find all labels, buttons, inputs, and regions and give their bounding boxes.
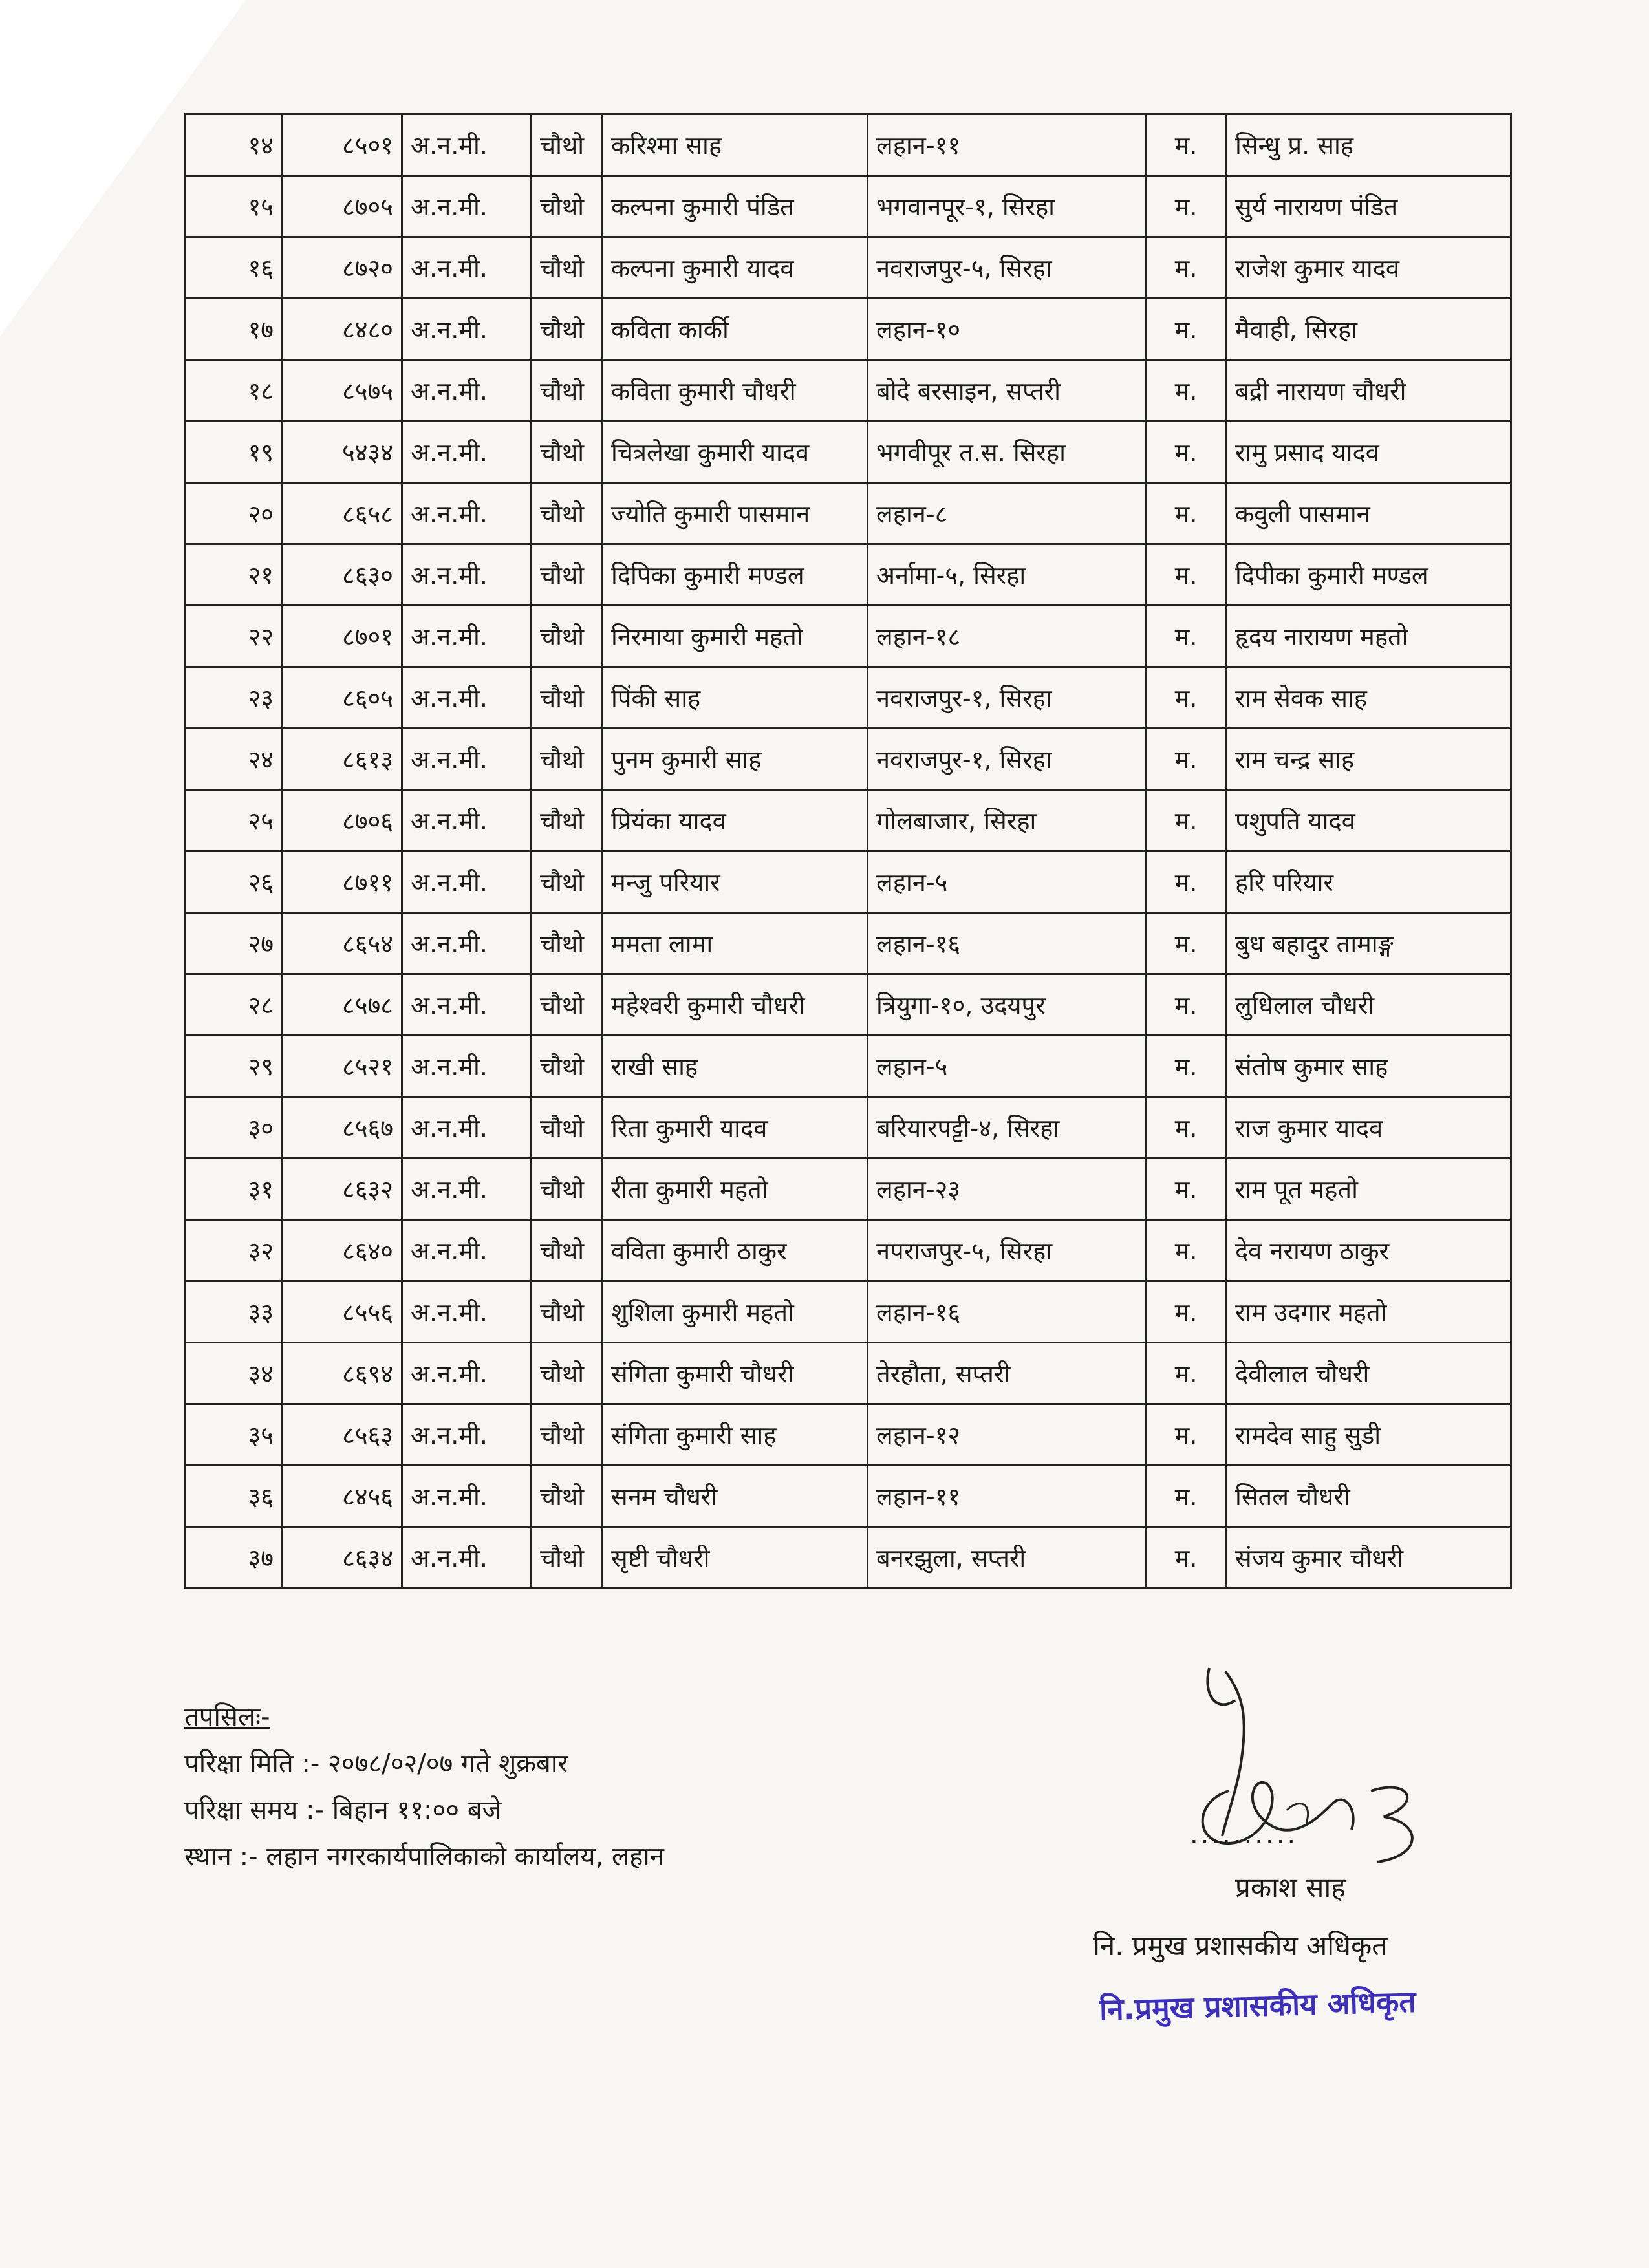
candidate-address: बरियारपट्टी-४, सिरहा bbox=[868, 1097, 1146, 1159]
official-stamp: नि.प्रमुख प्रशासकीय अधिकृत bbox=[1099, 1984, 1417, 2027]
serial-number: २८ bbox=[186, 974, 283, 1036]
table-row bbox=[186, 1404, 1511, 1466]
table-row bbox=[186, 1343, 1511, 1404]
candidate-name: वविता कुमारी ठाकुर bbox=[603, 1220, 868, 1281]
course-level: अ.न.मी. bbox=[402, 1097, 532, 1159]
course-level: अ.न.मी. bbox=[402, 1466, 532, 1527]
candidate-name: ममता लामा bbox=[603, 913, 868, 974]
guardian-name: राज कुमार यादव bbox=[1227, 1097, 1511, 1159]
exam-time: परिक्षा समय :- बिहान ११:०० बजे bbox=[184, 1795, 502, 1825]
course-level: अ.न.मी. bbox=[402, 606, 532, 667]
table-row bbox=[186, 1036, 1511, 1097]
gender-mark: म. bbox=[1146, 1404, 1227, 1466]
serial-number: ३४ bbox=[186, 1343, 283, 1404]
candidate-name: सनम चौधरी bbox=[603, 1466, 868, 1527]
candidate-name: दिपिका कुमारी मण्डल bbox=[603, 544, 868, 606]
gender-mark: म. bbox=[1146, 729, 1227, 790]
candidate-name: रीता कुमारी महतो bbox=[603, 1159, 868, 1220]
course-level: अ.न.मी. bbox=[402, 544, 532, 606]
roll-number: ८७११ bbox=[283, 851, 402, 913]
table-row bbox=[186, 913, 1511, 974]
table-row bbox=[186, 851, 1511, 913]
roll-number: ८४८० bbox=[283, 299, 402, 360]
gender-mark: म. bbox=[1146, 1097, 1227, 1159]
table-row bbox=[186, 360, 1511, 422]
serial-number: २४ bbox=[186, 729, 283, 790]
guardian-name: देव नरायण ठाकुर bbox=[1227, 1220, 1511, 1281]
roll-number: ८६३४ bbox=[283, 1527, 402, 1589]
roll-number: ८५७८ bbox=[283, 974, 402, 1036]
roll-number: ८५६३ bbox=[283, 1404, 402, 1466]
gender-mark: म. bbox=[1146, 1220, 1227, 1281]
candidate-name: पिंकी साह bbox=[603, 667, 868, 729]
candidate-address: लहान-१० bbox=[868, 299, 1146, 360]
gender-mark: म. bbox=[1146, 913, 1227, 974]
grade-level: चौथो bbox=[532, 1404, 603, 1466]
serial-number: १८ bbox=[186, 360, 283, 422]
grade-level: चौथो bbox=[532, 851, 603, 913]
serial-number: २७ bbox=[186, 913, 283, 974]
serial-number: २० bbox=[186, 483, 283, 544]
exam-date: परिक्षा मिति :- २०७८/०२/०७ गते शुक्रबार bbox=[184, 1749, 568, 1779]
gender-mark: म. bbox=[1146, 176, 1227, 237]
candidate-address: लहान-१८ bbox=[868, 606, 1146, 667]
guardian-name: रामदेव साहु सुडी bbox=[1227, 1404, 1511, 1466]
candidate-address: लहान-२३ bbox=[868, 1159, 1146, 1220]
candidate-table bbox=[184, 113, 1512, 1589]
grade-level: चौथो bbox=[532, 1343, 603, 1404]
grade-level: चौथो bbox=[532, 114, 603, 176]
course-level: अ.न.मी. bbox=[402, 729, 532, 790]
roll-number: ८७०१ bbox=[283, 606, 402, 667]
grade-level: चौथो bbox=[532, 1281, 603, 1343]
gender-mark: म. bbox=[1146, 483, 1227, 544]
guardian-name: दिपीका कुमारी मण्डल bbox=[1227, 544, 1511, 606]
roll-number: ८५५६ bbox=[283, 1281, 402, 1343]
course-level: अ.न.मी. bbox=[402, 851, 532, 913]
signer-designation: नि. प्रमुख प्रशासकीय अधिकृत bbox=[1093, 1930, 1388, 1962]
table-row bbox=[186, 1466, 1511, 1527]
guardian-name: राम पूत महतो bbox=[1227, 1159, 1511, 1220]
roll-number: ८६३० bbox=[283, 544, 402, 606]
grade-level: चौथो bbox=[532, 176, 603, 237]
guardian-name: राम उदगार महतो bbox=[1227, 1281, 1511, 1343]
table-row bbox=[186, 606, 1511, 667]
roll-number: ८७०६ bbox=[283, 790, 402, 851]
candidate-address: लहान-१६ bbox=[868, 913, 1146, 974]
candidate-name: कविता कार्की bbox=[603, 299, 868, 360]
serial-number: २६ bbox=[186, 851, 283, 913]
course-level: अ.न.मी. bbox=[402, 1527, 532, 1589]
table-row bbox=[186, 299, 1511, 360]
grade-level: चौथो bbox=[532, 1466, 603, 1527]
gender-mark: म. bbox=[1146, 1466, 1227, 1527]
candidate-name: प्रियंका यादव bbox=[603, 790, 868, 851]
serial-number: २३ bbox=[186, 667, 283, 729]
grade-level: चौथो bbox=[532, 1097, 603, 1159]
course-level: अ.न.मी. bbox=[402, 114, 532, 176]
table-row bbox=[186, 729, 1511, 790]
serial-number: ३६ bbox=[186, 1466, 283, 1527]
roll-number: ८६९४ bbox=[283, 1343, 402, 1404]
serial-number: ३० bbox=[186, 1097, 283, 1159]
table-row bbox=[186, 1281, 1511, 1343]
serial-number: १७ bbox=[186, 299, 283, 360]
candidate-address: बोदे बरसाइन, सप्तरी bbox=[868, 360, 1146, 422]
grade-level: चौथो bbox=[532, 1036, 603, 1097]
grade-level: चौथो bbox=[532, 1220, 603, 1281]
course-level: अ.न.मी. bbox=[402, 1159, 532, 1220]
candidate-address: नपराजपुर-५, सिरहा bbox=[868, 1220, 1146, 1281]
serial-number: ३१ bbox=[186, 1159, 283, 1220]
candidate-name: पुनम कुमारी साह bbox=[603, 729, 868, 790]
grade-level: चौथो bbox=[532, 606, 603, 667]
guardian-name: लुधिलाल चौधरी bbox=[1227, 974, 1511, 1036]
candidate-address: लहान-११ bbox=[868, 114, 1146, 176]
candidate-name: कल्पना कुमारी पंडित bbox=[603, 176, 868, 237]
grade-level: चौथो bbox=[532, 544, 603, 606]
candidate-name: चित्रलेखा कुमारी यादव bbox=[603, 422, 868, 483]
grade-level: चौथो bbox=[532, 667, 603, 729]
guardian-name: सुर्य नारायण पंडित bbox=[1227, 176, 1511, 237]
course-level: अ.न.मी. bbox=[402, 237, 532, 299]
guardian-name: बद्री नारायण चौधरी bbox=[1227, 360, 1511, 422]
guardian-name: हरि परियार bbox=[1227, 851, 1511, 913]
roll-number: ८७०५ bbox=[283, 176, 402, 237]
table-row bbox=[186, 790, 1511, 851]
candidate-address: लहान-८ bbox=[868, 483, 1146, 544]
guardian-name: बुध बहादुर तामाङ्ग bbox=[1227, 913, 1511, 974]
course-level: अ.न.मी. bbox=[402, 1404, 532, 1466]
details-heading: तपसिलः- bbox=[184, 1702, 270, 1732]
candidate-address: बनरझुला, सप्तरी bbox=[868, 1527, 1146, 1589]
gender-mark: म. bbox=[1146, 360, 1227, 422]
gender-mark: म. bbox=[1146, 544, 1227, 606]
serial-number: २५ bbox=[186, 790, 283, 851]
grade-level: चौथो bbox=[532, 913, 603, 974]
signer-name: प्रकाश साह bbox=[1235, 1872, 1346, 1903]
roll-number: ८६०५ bbox=[283, 667, 402, 729]
guardian-name: हृदय नारायण महतो bbox=[1227, 606, 1511, 667]
roll-number: ८५२१ bbox=[283, 1036, 402, 1097]
roll-number: ८६३२ bbox=[283, 1159, 402, 1220]
course-level: अ.न.मी. bbox=[402, 974, 532, 1036]
candidate-name: सृष्टी चौधरी bbox=[603, 1527, 868, 1589]
course-level: अ.न.मी. bbox=[402, 299, 532, 360]
candidate-name: शुशिला कुमारी महतो bbox=[603, 1281, 868, 1343]
roll-number: ८७२० bbox=[283, 237, 402, 299]
gender-mark: म. bbox=[1146, 1159, 1227, 1220]
table-row bbox=[186, 483, 1511, 544]
grade-level: चौथो bbox=[532, 422, 603, 483]
course-level: अ.न.मी. bbox=[402, 667, 532, 729]
grade-level: चौथो bbox=[532, 790, 603, 851]
table-row bbox=[186, 974, 1511, 1036]
grade-level: चौथो bbox=[532, 299, 603, 360]
roll-number: ८५७५ bbox=[283, 360, 402, 422]
candidate-name: संगिता कुमारी चौधरी bbox=[603, 1343, 868, 1404]
course-level: अ.न.मी. bbox=[402, 360, 532, 422]
gender-mark: म. bbox=[1146, 606, 1227, 667]
gender-mark: म. bbox=[1146, 667, 1227, 729]
guardian-name: संजय कुमार चौधरी bbox=[1227, 1527, 1511, 1589]
candidate-address: त्रियुगा-१०, उदयपुर bbox=[868, 974, 1146, 1036]
serial-number: ३३ bbox=[186, 1281, 283, 1343]
candidate-name: कविता कुमारी चौधरी bbox=[603, 360, 868, 422]
candidate-address: नवराजपुर-१, सिरहा bbox=[868, 729, 1146, 790]
gender-mark: म. bbox=[1146, 790, 1227, 851]
serial-number: १४ bbox=[186, 114, 283, 176]
candidate-name: रिता कुमारी यादव bbox=[603, 1097, 868, 1159]
guardian-name: कवुली पासमान bbox=[1227, 483, 1511, 544]
gender-mark: म. bbox=[1146, 1343, 1227, 1404]
guardian-name: पशुपति यादव bbox=[1227, 790, 1511, 851]
course-level: अ.न.मी. bbox=[402, 1281, 532, 1343]
guardian-name: देवीलाल चौधरी bbox=[1227, 1343, 1511, 1404]
candidate-address: गोलबाजार, सिरहा bbox=[868, 790, 1146, 851]
grade-level: चौथो bbox=[532, 237, 603, 299]
serial-number: १९ bbox=[186, 422, 283, 483]
roll-number: ८५०१ bbox=[283, 114, 402, 176]
grade-level: चौथो bbox=[532, 360, 603, 422]
serial-number: २९ bbox=[186, 1036, 283, 1097]
gender-mark: म. bbox=[1146, 1281, 1227, 1343]
table-row bbox=[186, 422, 1511, 483]
gender-mark: म. bbox=[1146, 237, 1227, 299]
roll-number: ८५६७ bbox=[283, 1097, 402, 1159]
signature-line: .......... bbox=[1190, 1820, 1299, 1850]
grade-level: चौथो bbox=[532, 1159, 603, 1220]
candidate-address: लहान-५ bbox=[868, 851, 1146, 913]
guardian-name: सितल चौधरी bbox=[1227, 1466, 1511, 1527]
candidate-address: नवराजपुर-१, सिरहा bbox=[868, 667, 1146, 729]
gender-mark: म. bbox=[1146, 851, 1227, 913]
guardian-name: मैवाही, सिरहा bbox=[1227, 299, 1511, 360]
exam-venue: स्थान :- लहान नगरकार्यपालिकाको कार्यालय, लहान bbox=[184, 1842, 664, 1872]
gender-mark: म. bbox=[1146, 974, 1227, 1036]
course-level: अ.न.मी. bbox=[402, 913, 532, 974]
course-level: अ.न.मी. bbox=[402, 1220, 532, 1281]
course-level: अ.न.मी. bbox=[402, 176, 532, 237]
serial-number: ३५ bbox=[186, 1404, 283, 1466]
gender-mark: म. bbox=[1146, 299, 1227, 360]
signature-block bbox=[1073, 1655, 1526, 2043]
exam-details bbox=[184, 1694, 664, 1880]
candidate-address: लहान-१२ bbox=[868, 1404, 1146, 1466]
gender-mark: म. bbox=[1146, 1527, 1227, 1589]
candidate-name: महेश्वरी कुमारी चौधरी bbox=[603, 974, 868, 1036]
roll-number: ८६४० bbox=[283, 1220, 402, 1281]
candidate-name: ज्योति कुमारी पासमान bbox=[603, 483, 868, 544]
candidate-address: लहान-१६ bbox=[868, 1281, 1146, 1343]
roll-number: ८६५८ bbox=[283, 483, 402, 544]
grade-level: चौथो bbox=[532, 974, 603, 1036]
serial-number: १५ bbox=[186, 176, 283, 237]
table-row bbox=[186, 176, 1511, 237]
serial-number: २१ bbox=[186, 544, 283, 606]
guardian-name: राजेश कुमार यादव bbox=[1227, 237, 1511, 299]
course-level: अ.न.मी. bbox=[402, 1343, 532, 1404]
table-row bbox=[186, 1527, 1511, 1589]
guardian-name: संतोष कुमार साह bbox=[1227, 1036, 1511, 1097]
table-row bbox=[186, 237, 1511, 299]
gender-mark: म. bbox=[1146, 1036, 1227, 1097]
course-level: अ.न.मी. bbox=[402, 483, 532, 544]
serial-number: ३२ bbox=[186, 1220, 283, 1281]
candidate-name: मन्जु परियार bbox=[603, 851, 868, 913]
candidate-address: लहान-५ bbox=[868, 1036, 1146, 1097]
candidate-name: कल्पना कुमारी यादव bbox=[603, 237, 868, 299]
roll-number: ८६१३ bbox=[283, 729, 402, 790]
serial-number: ३७ bbox=[186, 1527, 283, 1589]
table-row bbox=[186, 1159, 1511, 1220]
candidate-name: संगिता कुमारी साह bbox=[603, 1404, 868, 1466]
candidate-name: निरमाया कुमारी महतो bbox=[603, 606, 868, 667]
guardian-name: राम चन्द्र साह bbox=[1227, 729, 1511, 790]
course-level: अ.न.मी. bbox=[402, 1036, 532, 1097]
guardian-name: सिन्धु प्र. साह bbox=[1227, 114, 1511, 176]
serial-number: १६ bbox=[186, 237, 283, 299]
course-level: अ.न.मी. bbox=[402, 790, 532, 851]
gender-mark: म. bbox=[1146, 114, 1227, 176]
candidate-address: अर्नामा-५, सिरहा bbox=[868, 544, 1146, 606]
table-row bbox=[186, 544, 1511, 606]
candidate-name: राखी साह bbox=[603, 1036, 868, 1097]
candidate-address: तेरहौता, सप्तरी bbox=[868, 1343, 1146, 1404]
candidate-address: लहान-११ bbox=[868, 1466, 1146, 1527]
roll-number: ५४३४ bbox=[283, 422, 402, 483]
table-row bbox=[186, 667, 1511, 729]
guardian-name: राम सेवक साह bbox=[1227, 667, 1511, 729]
roll-number: ८४५६ bbox=[283, 1466, 402, 1527]
roll-number: ८६५४ bbox=[283, 913, 402, 974]
table-row bbox=[186, 1220, 1511, 1281]
grade-level: चौथो bbox=[532, 483, 603, 544]
table-row bbox=[186, 1097, 1511, 1159]
candidate-address: भगवानपूर-१, सिरहा bbox=[868, 176, 1146, 237]
candidate-rows bbox=[186, 114, 1511, 1589]
grade-level: चौथो bbox=[532, 729, 603, 790]
candidate-address: भगवीपूर त.स. सिरहा bbox=[868, 422, 1146, 483]
serial-number: २२ bbox=[186, 606, 283, 667]
candidate-address: नवराजपुर-५, सिरहा bbox=[868, 237, 1146, 299]
grade-level: चौथो bbox=[532, 1527, 603, 1589]
table-row bbox=[186, 114, 1511, 176]
course-level: अ.न.मी. bbox=[402, 422, 532, 483]
guardian-name: रामु प्रसाद यादव bbox=[1227, 422, 1511, 483]
gender-mark: म. bbox=[1146, 422, 1227, 483]
candidate-name: करिश्मा साह bbox=[603, 114, 868, 176]
